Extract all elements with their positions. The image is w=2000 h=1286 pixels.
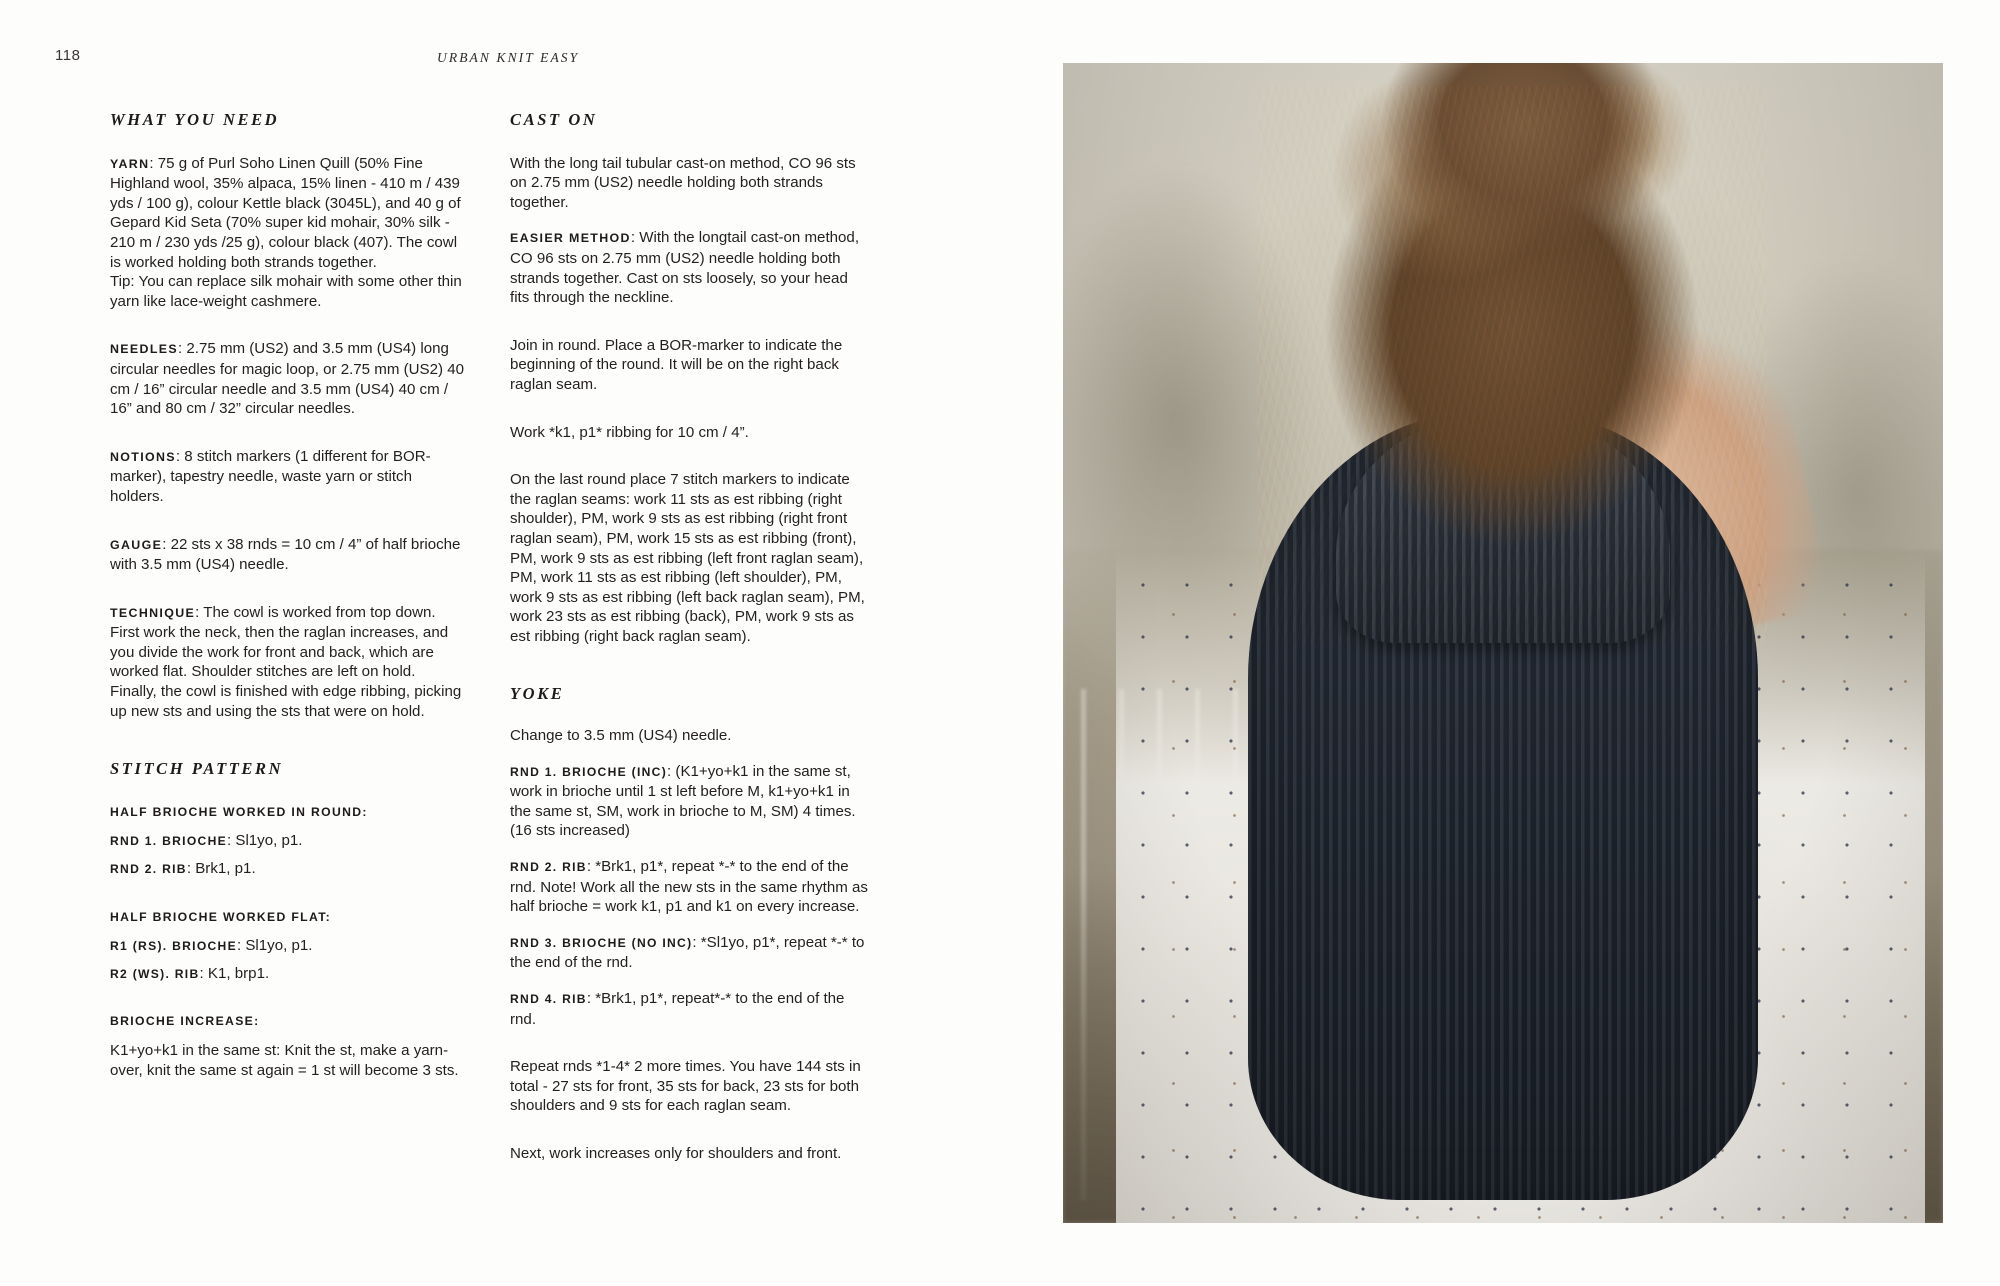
yoke-rnd-row	[510, 989, 870, 1029]
easier-method-label: EASIER METHOD	[510, 231, 631, 246]
notions-label: NOTIONS	[110, 449, 176, 464]
rnd2-rib-label: RND 2. RIB	[110, 862, 187, 877]
easier-method-text: : With the longtail cast-on method, CO 96 sts on 2.75 mm (US2) needle holding both strands together. Cast on sts loosely, so your head fits through the neckline.	[510, 229, 860, 307]
running-head: URBAN KNIT EASY	[437, 50, 580, 65]
spacer	[510, 1132, 870, 1144]
yoke-paragraph-2: Repeat rnds *1-4* 2 more times. You have 144 sts in total - 27 sts for front, 35 sts for back, 23 sts for both shoulders and 9 sts for each raglan seam.	[510, 1058, 861, 1115]
gauge-label: GAUGE	[110, 537, 163, 552]
right-text-column	[510, 110, 870, 1180]
spacer	[510, 662, 870, 684]
spacer	[110, 523, 465, 535]
yarn-tip: Tip: You can replace silk mohair with some other thin yarn like lace-weight cashmere.	[110, 273, 462, 310]
yarn-label: YARN	[110, 156, 150, 171]
left-text-column	[110, 110, 465, 1096]
needles-label: NEEDLES	[110, 342, 178, 357]
gauge-paragraph	[110, 535, 465, 575]
r2-ws-rib-label: R2 (WS). RIB	[110, 966, 200, 981]
yoke-rnd4-label: RND 4. RIB	[510, 992, 587, 1006]
spacer	[110, 591, 465, 603]
spacer	[510, 324, 870, 336]
spacer	[110, 1000, 465, 1012]
needles-paragraph	[110, 339, 465, 418]
cast-on-paragraph-3: Work *k1, p1* ribbing for 10 cm / 4”.	[510, 423, 749, 441]
stitch-row	[110, 964, 465, 985]
technique-text: : The cowl is worked from top down. First work the neck, then the raglan increases, and you divide the work for front and back, which are worked flat. Shoulder stitches are left on hold. Finally, the cowl is finished with edge ribbing, picking up new sts and using the sts that were on hold.	[110, 603, 462, 720]
rnd2-rib-text: : Brk1, p1.	[186, 860, 256, 878]
r1-rs-brioche-text: : Sl1yo, p1.	[236, 937, 313, 955]
rnd1-brioche-label: RND 1. BRIOCHE	[110, 834, 227, 849]
brioche-increase-text: K1+yo+k1 in the same st: Knit the st, make a yarn-over, knit the same st again = 1 st will become 3 sts.	[110, 1042, 459, 1079]
spacer	[510, 458, 870, 470]
notions-paragraph	[110, 447, 465, 507]
half-brioche-flat-heading: HALF BRIOCHE WORKED FLAT:	[110, 909, 332, 924]
cast-on-paragraph-2: Join in round. Place a BOR-marker to indicate the beginning of the round. It will be on the right back raglan seam.	[510, 336, 843, 393]
page-number: 118	[55, 47, 81, 64]
yoke-rnd-row	[510, 762, 870, 841]
yoke-rnd2-label: RND 2. RIB	[510, 860, 587, 875]
spacer	[110, 737, 465, 759]
easier-method-paragraph	[510, 228, 870, 307]
yoke-paragraph-1: Change to 3.5 mm (US4) needle.	[510, 727, 732, 745]
r2-ws-rib-text: : K1, brp1.	[199, 964, 270, 982]
yoke-paragraph-3: Next, work increases only for shoulders and front.	[510, 1144, 842, 1162]
gauge-text: : 22 sts x 38 rnds = 10 cm / 4” of half brioche with 3.5 mm (US4) needle.	[110, 535, 461, 574]
notions-text: : 8 stitch markers (1 different for BOR-marker), tapestry needle, waste yarn or stitch holders.	[110, 447, 431, 505]
spacer	[110, 435, 465, 447]
yoke-rnd-row	[510, 857, 870, 917]
section-title-stitch-pattern: STITCH PATTERN	[110, 759, 284, 779]
cast-on-paragraph-1: With the long tail tubular cast-on method, CO 96 sts on 2.75 mm (US2) needle holding both strands together.	[510, 154, 856, 211]
yoke-rnd4-text: : *Brk1, p1*, repeat*-* to the end of the rnd.	[510, 990, 845, 1028]
section-title-yoke: YOKE	[510, 684, 565, 704]
technique-label: TECHNIQUE	[110, 605, 196, 620]
yoke-rnd1-label: RND 1. BRIOCHE (INC)	[510, 764, 668, 779]
needles-text: : 2.75 mm (US2) and 3.5 mm (US4) long circular needles for magic loop, or 2.75 mm (US2) 40 cm / 16” circular needle and 3.5 mm (US4) 40 cm / 16” and 80 cm / 32” circular needles.	[110, 340, 465, 418]
yoke-rnd3-label: RND 3. BRIOCHE (NO INC)	[510, 935, 693, 950]
yoke-rnd1-text: : (K1+yo+k1 in the same st, work in brioche until 1 st left before M, k1+yo+k1 in the same st, SM, work in brioche to M, SM) 4 times. (16 sts increased)	[510, 762, 856, 840]
spacer	[510, 411, 870, 423]
spacer	[510, 1045, 870, 1057]
technique-paragraph	[110, 603, 465, 722]
r1-rs-brioche-label: R1 (RS). BRIOCHE	[110, 939, 237, 954]
yarn-paragraph	[110, 154, 465, 273]
stitch-row	[110, 859, 465, 880]
cast-on-paragraph-4: On the last round place 7 stitch markers to indicate the raglan seams: work 11 sts as est ribbing (right shoulder), PM, work 9 sts as est ribbing (right front raglan seam), PM, work 15 sts as est ribbing (front), PM, work 9 sts as est ribbing (left front raglan seam), PM, work 11 sts as est ribbing (left shoulder), PM, work 9 sts as est ribbing (left back raglan seam), PM, work 23 sts as est ribbing (back), PM, work 9 sts as est ribbing (right back raglan seam).	[510, 471, 865, 645]
section-title-what-you-need: WHAT YOU NEED	[110, 110, 280, 129]
stitch-row	[110, 831, 465, 852]
brioche-increase-heading: BRIOCHE INCREASE:	[110, 1014, 260, 1029]
stitch-row	[110, 936, 465, 957]
section-title-cast-on: CAST ON	[510, 110, 598, 129]
spacer	[110, 327, 465, 339]
rnd1-brioche-text: : Sl1yo, p1.	[226, 832, 303, 850]
model-photo	[1063, 63, 1943, 1223]
half-brioche-round-heading: HALF BRIOCHE WORKED IN ROUND:	[110, 804, 368, 819]
photo-vignette	[1063, 63, 1943, 1223]
yoke-rnd-row	[510, 933, 870, 973]
spacer	[110, 896, 465, 908]
yoke-rnd2-text: : *Brk1, p1*, repeat *-* to the end of the rnd. Note! Work all the new sts in the same rhythm as half brioche = work k1, p1 and k1 on every increase.	[510, 858, 868, 916]
yoke-rnd3-text: : *Sl1yo, p1*, repeat *-* to the end of the rnd.	[510, 933, 865, 972]
yarn-text: : 75 g of Purl Soho Linen Quill (50% Fine Highland wool, 35% alpaca, 15% linen - 410 m / 439 yds / 100 g), colour Kettle black (3045L), and 40 g of Gepard Kid Seta (70% super kid mohair, 30% silk - 210 m / 230 yds /25 g), colour black (407). The cowl is worked holding both strands together.	[110, 154, 461, 271]
